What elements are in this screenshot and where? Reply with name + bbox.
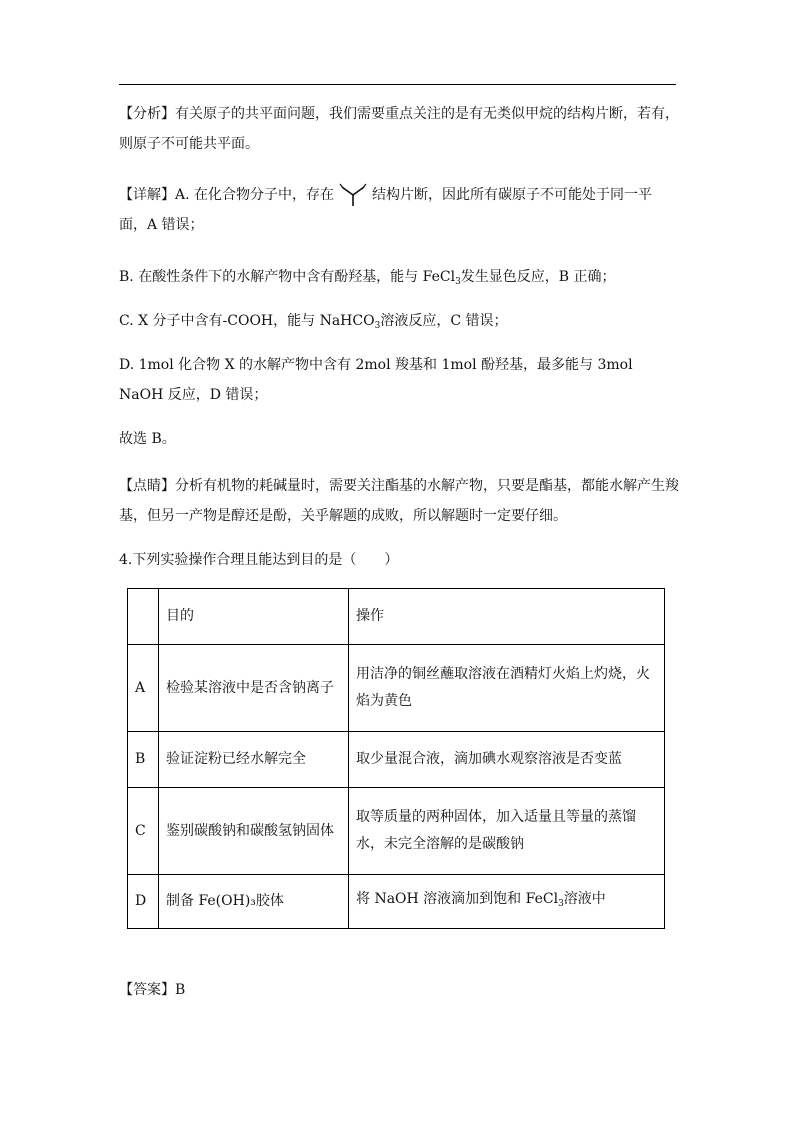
row-operation-text: 取等质量的两种固体，加入适量且等量的蒸馏水，未完全溶解的是碳酸钠	[356, 809, 636, 852]
detail-b-post: 发生显色反应，B 正确；	[460, 269, 616, 285]
table-row	[128, 875, 665, 929]
row-operation-subscript: 3	[558, 898, 564, 909]
answer-paragraph	[119, 975, 679, 1005]
row-purpose: 鉴别碳酸钠和碳酸氢钠固体	[159, 788, 349, 875]
question-stem	[119, 545, 679, 575]
table-row	[128, 788, 665, 875]
row-purpose: 检验某溶液中是否含钠离子	[159, 645, 349, 732]
row-purpose: 制备 Fe(OH)₃胶体	[159, 875, 349, 929]
table-header-row	[128, 589, 665, 645]
detail-d-paragraph	[119, 350, 679, 410]
tip-text: 分析有机物的耗碱量时，需要关注酯基的水解产物，只要是酯基，都能水解产生羧基，但另一产物是醇还是酚，关乎解题的成败，所以解题时一定要仔细。	[119, 478, 679, 524]
row-operation	[349, 645, 665, 732]
detail-b-paragraph	[119, 262, 679, 297]
branched-carbon-fragment-icon	[338, 181, 368, 207]
detail-a-paragraph	[119, 180, 679, 240]
row-operation-text: 将 NaOH 溶液滴加到饱和 FeCl	[356, 890, 559, 907]
row-operation	[349, 732, 665, 788]
row-label: A	[128, 645, 159, 732]
detail-c-post: 溶液反应，C 错误；	[380, 313, 508, 329]
row-operation-text-tail: 溶液中	[563, 890, 606, 907]
detail-tag: 【详解】	[119, 187, 175, 203]
detail-c-subscript: 3	[374, 321, 381, 331]
header-rule	[119, 84, 676, 85]
tip-paragraph	[119, 471, 679, 531]
detail-c-paragraph	[119, 306, 679, 341]
row-operation-text: 用洁净的铜丝蘸取溶液在酒精灯火焰上灼烧，火焰为黄色	[356, 666, 650, 709]
table-header-operation: 操作	[349, 589, 665, 645]
table-header-purpose: 目的	[159, 589, 349, 645]
tip-tag: 【点睛】	[119, 478, 175, 494]
detail-b-subscript: 3	[455, 277, 461, 287]
table-row	[128, 732, 665, 788]
answer-value: B	[175, 982, 186, 998]
analysis-paragraph	[119, 99, 679, 159]
row-label: C	[128, 788, 159, 875]
conclusion-text: 故选 B。	[119, 431, 176, 447]
options-table	[127, 588, 665, 929]
row-label: D	[128, 875, 159, 929]
row-operation	[349, 875, 665, 929]
detail-b-pre: B. 在酸性条件下的水解产物中含有酚羟基，能与 FeCl	[119, 269, 456, 285]
detail-c-pre: C. X 分子中含有-COOH，能与 NaHCO	[119, 313, 375, 329]
detail-d-text: D. 1mol 化合物 X 的水解产物中含有 2mol 羧基和 1mol 酚羟基，最多能与 3mol NaOH 反应，D 错误；	[119, 357, 633, 403]
analysis-tag: 【分析】	[119, 106, 175, 122]
detail-a-post: 结构片断，因此所有碳原子不可能处于同一平面，A 错误；	[119, 187, 653, 233]
question-stem-text: 4.下列实验操作合理且能达到目的是（ ）	[119, 552, 399, 568]
table-header-blank	[128, 589, 159, 645]
row-operation-text: 取少量混合液，滴加碘水观察溶液是否变蓝	[356, 751, 622, 767]
conclusion-paragraph	[119, 424, 679, 454]
table-row	[128, 645, 665, 732]
answer-tag: 【答案】	[119, 982, 175, 998]
row-label: B	[128, 732, 159, 788]
detail-a-pre: A. 在化合物分子中，存在	[175, 187, 335, 203]
row-purpose: 验证淀粉已经水解完全	[159, 732, 349, 788]
row-operation	[349, 788, 665, 875]
analysis-text: 有关原子的共平面问题，我们需要重点关注的是有无类似甲烷的结构片断，若有，则原子不可能共平面。	[119, 106, 679, 152]
